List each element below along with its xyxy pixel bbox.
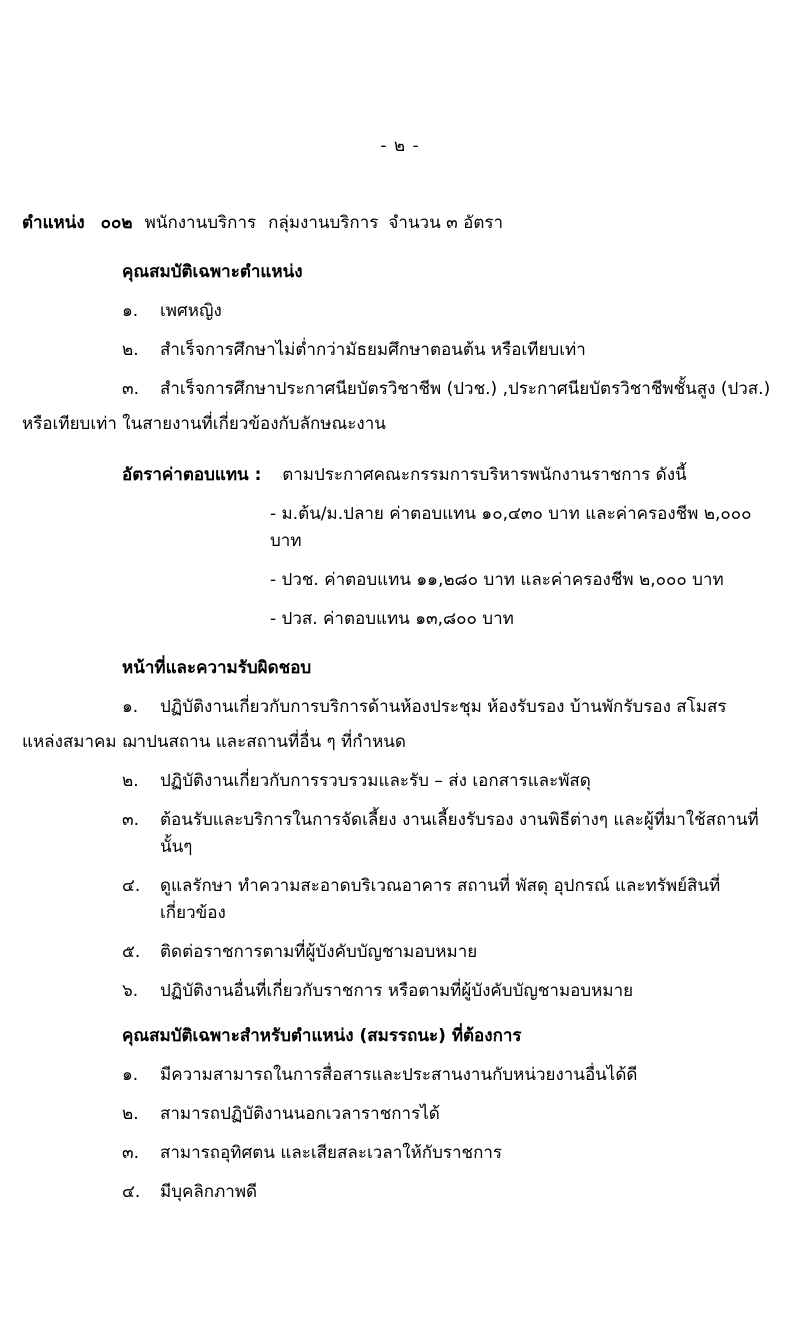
list-item bbox=[122, 806, 778, 860]
list-item bbox=[122, 977, 778, 1004]
pay-line bbox=[270, 566, 778, 593]
list-item-text: สามารถอุทิศตน และเสียสละเวลาให้กับราชการ bbox=[160, 1143, 503, 1163]
list-item bbox=[122, 872, 778, 926]
pay-line-text: - ปวส. ค่าตอบแทน ๑๓,๘๐๐ บาท bbox=[270, 609, 514, 629]
list-item bbox=[122, 336, 778, 363]
pay-heading-text: ตามประกาศคณะกรรมการบริหารพนักงานราชการ ดังนี้ bbox=[282, 465, 687, 485]
list-item-text: ปฏิบัติงานเกี่ยวกับการบริการด้านห้องประชุม ห้องรับรอง บ้านพักรับรอง สโมสร bbox=[160, 697, 727, 717]
list-item-number: ๓. bbox=[122, 810, 140, 830]
position-heading bbox=[22, 209, 778, 236]
list-item-number: ๔. bbox=[122, 1182, 141, 1202]
list-item bbox=[122, 1061, 778, 1088]
duties-heading: หน้าที่และความรับผิดชอบ bbox=[122, 658, 312, 678]
pay-line-text: - ม.ต้น/ม.ปลาย ค่าตอบแทน ๑๐,๔๓๐ บาท และค่าครองชีพ ๒,๐๐๐ บาท bbox=[270, 504, 752, 551]
list-item bbox=[122, 1100, 778, 1127]
qualifications-continuation: หรือเทียบเท่า ในสายงานที่เกี่ยวข้องกับลักษณะงาน bbox=[22, 414, 386, 434]
list-item bbox=[122, 297, 778, 324]
list-item-number: ๑. bbox=[122, 1065, 139, 1085]
pay-line bbox=[270, 500, 778, 554]
page-number: - ๒ - bbox=[380, 136, 420, 156]
list-item-text: ปฏิบัติงานเกี่ยวกับการรวบรวมและรับ – ส่ง เอกสารและพัสดุ bbox=[160, 771, 591, 791]
position-count: จำนวน ๓ อัตรา bbox=[388, 213, 504, 233]
document-page bbox=[0, 132, 800, 1339]
pay-heading bbox=[122, 461, 778, 488]
pay-line-text: - ปวช. ค่าตอบแทน ๑๑,๒๘๐ บาท และค่าครองชีพ ๒,๐๐๐ บาท bbox=[270, 570, 724, 590]
competency-heading: คุณสมบัติเฉพาะสำหรับตำแหน่ง (สมรรถนะ) ที่ต้องการ bbox=[122, 1026, 522, 1046]
pay-line bbox=[270, 605, 778, 632]
list-item bbox=[122, 767, 778, 794]
list-item-number: ๓. bbox=[122, 379, 140, 399]
list-item-text: ปฏิบัติงานอื่นที่เกี่ยวกับราชการ หรือตามที่ผู้บังคับบัญชามอบหมาย bbox=[160, 981, 634, 1001]
list-item-text: เพศหญิง bbox=[160, 301, 222, 321]
list-item-number: ๒. bbox=[122, 1104, 139, 1124]
list-item-number: ๖. bbox=[122, 981, 139, 1001]
list-item-text: สำเร็จการศึกษาประกาศนียบัตรวิชาชีพ (ปวช.) ,ประกาศนียบัตรวิชาชีพชั้นสูง (ปวส.) bbox=[160, 379, 771, 399]
list-item-number: ๔. bbox=[122, 876, 141, 896]
list-item-number: ๓. bbox=[122, 1143, 140, 1163]
list-item-text: ติดต่อราชการตามที่ผู้บังคับบัญชามอบหมาย bbox=[160, 942, 478, 962]
list-item-text: มีความสามารถในการสื่อสารและประสานงานกับหน่วยงานอื่นได้ดี bbox=[160, 1065, 638, 1085]
list-item-number: ๒. bbox=[122, 340, 139, 360]
list-item bbox=[122, 693, 778, 720]
list-item bbox=[122, 375, 778, 402]
list-item bbox=[122, 938, 778, 965]
position-group: กลุ่มงานบริการ bbox=[268, 213, 379, 233]
position-code: ๐๐๒ bbox=[100, 213, 133, 233]
list-item-text: สามารถปฏิบัติงานนอกเวลาราชการได้ bbox=[160, 1104, 440, 1124]
list-item bbox=[122, 1178, 778, 1205]
list-item-number: ๕. bbox=[122, 942, 141, 962]
list-item-number: ๑. bbox=[122, 301, 139, 321]
pay-heading-label: อัตราค่าตอบแทน : bbox=[122, 465, 262, 485]
list-item-number: ๑. bbox=[122, 697, 139, 717]
list-item-number: ๒. bbox=[122, 771, 139, 791]
list-item-text: มีบุคลิกภาพดี bbox=[160, 1182, 258, 1202]
position-name: พนักงานบริการ bbox=[144, 213, 257, 233]
list-item-text: ดูแลรักษา ทำความสะอาดบริเวณอาคาร สถานที่ พัสดุ อุปกรณ์ และทรัพย์สินที่เกี่ยวข้อง bbox=[160, 876, 721, 923]
list-item bbox=[122, 1139, 778, 1166]
list-item-text: สำเร็จการศึกษาไม่ต่ำกว่ามัธยมศึกษาตอนต้น หรือเทียบเท่า bbox=[160, 340, 586, 360]
qualifications-heading: คุณสมบัติเฉพาะตำแหน่ง bbox=[122, 262, 303, 282]
position-label: ตำแหน่ง bbox=[22, 213, 85, 233]
list-item-text: ต้อนรับและบริการในการจัดเลี้ยง งานเลี้ยงรับรอง งานพิธีต่างๆ และผู้ที่มาใช้สถานที่นั้นๆ bbox=[160, 810, 759, 857]
duties-continuation: แหล่งสมาคม ฌาปนสถาน และสถานที่อื่น ๆ ที่กำหนด bbox=[22, 732, 406, 752]
